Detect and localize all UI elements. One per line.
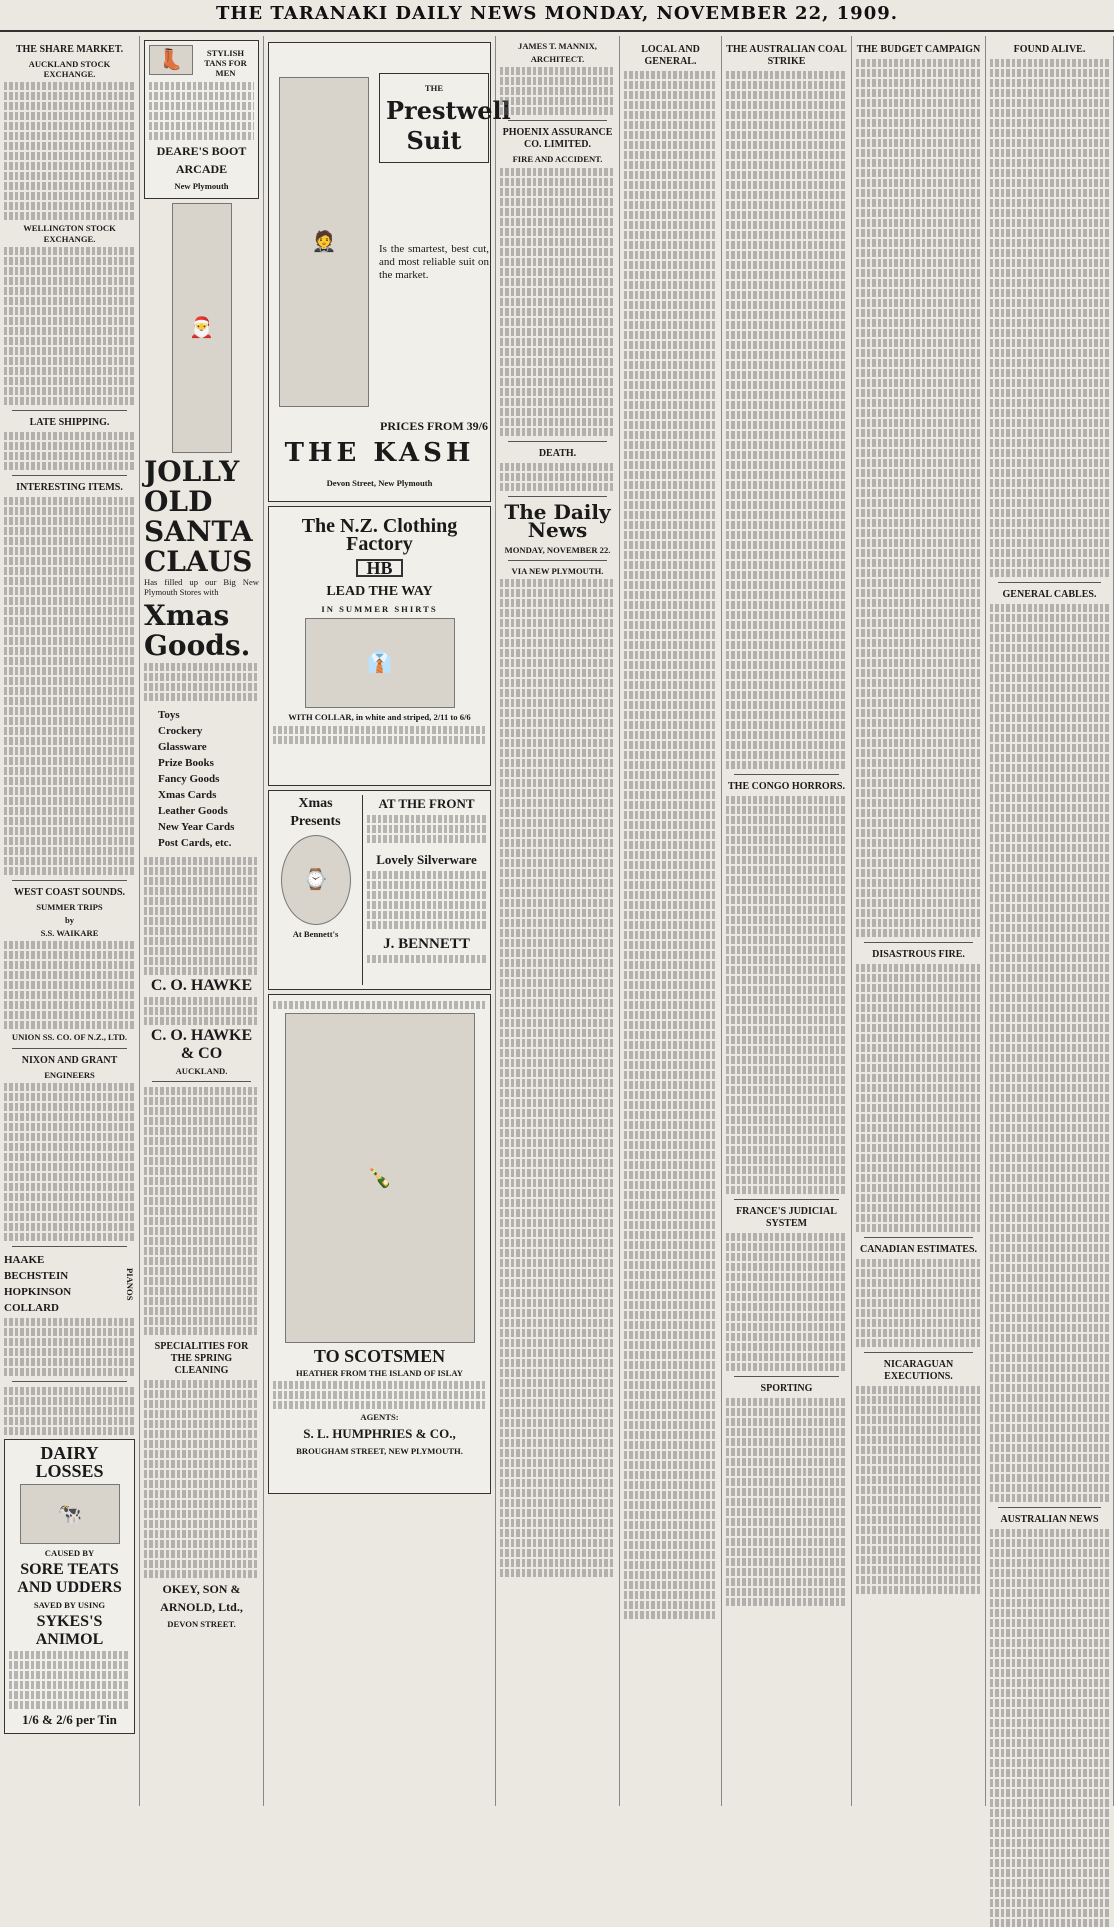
column-4 <box>496 36 620 1806</box>
shirt-illustration-icon: 👔 <box>305 618 455 708</box>
xmas-goods-text <box>144 663 259 701</box>
cow-illustration-icon: 🐄 <box>20 1484 120 1544</box>
sporting-heading: SPORTING <box>760 1383 813 1394</box>
prestwell-the: THE <box>424 83 444 93</box>
okey-name: OKEY, SON & ARNOLD, Ltd., <box>160 1582 243 1615</box>
whisky-bottles-illustration-icon: 🍾 <box>285 1013 475 1343</box>
xmas-goods-heading: Xmas Goods. <box>144 599 251 663</box>
column-3 <box>264 36 511 1806</box>
death-text <box>500 463 615 491</box>
divider <box>734 774 839 775</box>
divider <box>734 1376 839 1377</box>
sykes-animol-name: SYKES'S ANIMOL <box>35 1613 104 1649</box>
column-7 <box>852 36 986 1806</box>
disastrous-fire-text <box>856 964 981 1232</box>
deare-name: DEARE'S BOOT ARCADE <box>156 143 247 176</box>
budget-campaign-heading: THE BUDGET CAMPAIGN <box>856 44 981 55</box>
local-general-heading: LOCAL AND GENERAL. <box>641 44 700 67</box>
whisky-header-text <box>273 1001 486 1009</box>
specialities-heading: SPECIALITIES FOR THE SPRING CLEANING <box>154 1341 249 1377</box>
divider <box>152 1081 251 1082</box>
divider <box>734 1199 839 1200</box>
divider <box>864 942 973 943</box>
goods-item: Toys <box>158 709 180 722</box>
interesting-items-text <box>4 497 135 875</box>
canadian-estimates-text <box>856 1259 981 1347</box>
piano-brand: HAAKE <box>4 1253 45 1266</box>
west-coast-sounds-heading: WEST COAST SOUNDS. <box>13 886 126 898</box>
summer-trips-label: SUMMER TRIPS <box>36 901 103 912</box>
divider <box>998 582 1101 583</box>
australian-news-heading: AUSTRALIAN NEWS <box>1000 1514 1099 1525</box>
via-heading: VIA NEW PLYMOUTH. <box>511 565 604 576</box>
silverware-heading: Lovely Silverware <box>376 852 477 867</box>
west-coast-text <box>4 941 135 1029</box>
divider <box>864 1352 973 1353</box>
nz-clothing-name: The N.Z. Clothing Factory <box>301 515 458 555</box>
whisky-ad <box>268 994 491 1494</box>
pocket-watch-illustration-icon: ⌚ <box>281 835 351 925</box>
auckland-exchange-heading: AUCKLAND STOCK EXCHANGE. <box>28 59 111 80</box>
general-cables-heading: GENERAL CABLES. <box>1002 589 1097 600</box>
hawke-company: C. O. HAWKE & CO <box>150 1027 253 1063</box>
humphries-address: BROUGHAM STREET, NEW PLYMOUTH. <box>296 1446 463 1457</box>
column-1 <box>0 36 140 1806</box>
hb-logo: HB <box>356 559 402 577</box>
pianos-label: PIANOS <box>125 1267 135 1301</box>
column-8 <box>986 36 1114 1806</box>
specialities-list <box>144 1380 259 1578</box>
mannix-text <box>500 67 615 115</box>
heather-text: HEATHER FROM THE ISLAND OF ISLAY <box>296 1368 463 1378</box>
sykes-price: 1/6 & 2/6 per Tin <box>22 1712 117 1728</box>
dairy-losses-heading: DAIRY LOSSES <box>35 1442 104 1481</box>
local-general-text <box>624 71 717 1619</box>
pianos-text <box>4 1318 135 1376</box>
divider <box>998 1507 1101 1508</box>
bennett-ad <box>268 790 491 990</box>
deare-location: New Plymouth <box>174 180 229 191</box>
goods-item: Prize Books <box>158 757 214 770</box>
scotsmen-heading: TO SCOTSMEN <box>313 1346 446 1366</box>
masthead <box>0 0 1114 34</box>
humphries-name: S. L. HUMPHRIES & CO., <box>303 1426 456 1442</box>
sykes-animol-ad <box>4 1439 135 1734</box>
santa-heading: JOLLY OLD SANTA CLAUS <box>144 454 253 578</box>
column-5 <box>620 36 722 1806</box>
hawke-city: AUCKLAND. <box>175 1066 228 1077</box>
france-heading: FRANCE'S JUDICIAL SYSTEM <box>736 1206 837 1229</box>
piano-brand: BECHSTEIN <box>4 1269 69 1282</box>
lead-the-way: LEAD THE WAY <box>326 584 433 600</box>
divider <box>508 441 607 442</box>
masthead-rule <box>0 30 1114 32</box>
goods-item: Glassware <box>158 741 207 754</box>
nz-clothing-text <box>273 726 486 744</box>
boot-icon: 👢 <box>149 45 193 75</box>
paper-nameplate: The Daily News <box>504 499 611 542</box>
okey-address: DEVON STREET. <box>167 1619 236 1630</box>
prestwell-ad <box>268 42 511 502</box>
goods-list <box>158 707 259 851</box>
prestwell-label-box <box>379 73 511 163</box>
congo-text <box>726 796 847 1194</box>
interesting-items-heading: INTERESTING ITEMS. <box>16 481 123 493</box>
sporting-text <box>726 1398 847 1606</box>
at-front-heading: AT THE FRONT <box>378 796 475 811</box>
divider <box>508 560 607 561</box>
canadian-estimates-heading: CANADIAN ESTIMATES. <box>859 1244 978 1255</box>
divider <box>12 410 127 411</box>
goods-item: New Year Cards <box>158 821 235 834</box>
nixon-grant-text <box>4 1083 135 1241</box>
caused-by-label: CAUSED BY <box>44 1547 95 1558</box>
specialities-text <box>144 1087 259 1335</box>
tans-ad <box>144 40 259 199</box>
piano-brand: COLLARD <box>4 1301 60 1314</box>
agents-label: AGENTS: <box>360 1412 399 1423</box>
death-heading: DEATH. <box>538 447 577 459</box>
at-bennetts-label: At Bennett's <box>292 929 339 939</box>
santa-text: Has filled up our Big New Plymouth Stores with <box>144 576 259 598</box>
editorial-text <box>500 579 615 1577</box>
general-cables-text <box>990 604 1109 1502</box>
nz-clothing-ad <box>268 506 491 786</box>
phoenix-text <box>500 168 615 436</box>
by-label: by <box>64 915 75 926</box>
auckland-exchange-text <box>4 82 135 220</box>
france-text <box>726 1233 847 1371</box>
goods-item: Post Cards, etc. <box>158 837 232 850</box>
silverware-text <box>367 871 486 929</box>
kash-location: Devon Street, New Plymouth <box>326 478 433 488</box>
sykes-text <box>9 1651 130 1709</box>
piano-brand: HOPKINSON <box>4 1285 72 1298</box>
sore-teats-heading: SORE TEATS AND UDDERS <box>17 1561 122 1597</box>
divider <box>508 496 607 497</box>
whisky-text <box>273 1381 486 1409</box>
mannix-title: ARCHITECT. <box>530 54 585 65</box>
found-alive-text <box>990 59 1109 577</box>
divider <box>508 120 607 121</box>
masthead-title: THE TARANAKI DAILY NEWS MONDAY, NOVEMBER 22, 1909. <box>215 3 899 24</box>
prestwell-text: Is the smartest, best cut, and most reliable suit on the market. <box>379 243 489 281</box>
australian-news-text <box>990 1529 1109 1927</box>
santa-illustration-icon: 🎅 <box>172 203 232 453</box>
hawke-address <box>144 997 259 1025</box>
paper-date: MONDAY, NOVEMBER 22. <box>504 544 611 555</box>
nixon-grant-heading: NIXON AND GRANT <box>21 1054 118 1066</box>
saved-by-label: SAVED BY USING <box>33 1600 106 1611</box>
kash-name: THE KASH <box>284 438 475 468</box>
tans-heading: STYLISH TANS FOR MEN <box>204 48 247 79</box>
nicaraguan-text <box>856 1386 981 1594</box>
divider <box>12 1246 127 1247</box>
bennett-address <box>367 955 486 963</box>
bennett-name: J. BENNETT <box>383 936 470 952</box>
goods-item: Xmas Cards <box>158 789 217 802</box>
late-shipping-text <box>4 432 135 470</box>
divider <box>864 1237 973 1238</box>
found-alive-heading: FOUND ALIVE. <box>1013 44 1086 55</box>
phoenix-heading: PHOENIX ASSURANCE CO. LIMITED. <box>502 127 613 151</box>
union-company: UNION SS. CO. OF N.Z., LTD. <box>11 1032 128 1043</box>
divider <box>12 475 127 476</box>
prestwell-name: Prestwell Suit <box>386 96 511 156</box>
congo-heading: THE CONGO HORRORS. <box>728 781 845 792</box>
hawke-name: C. O. HAWKE <box>150 977 253 995</box>
divider <box>12 1048 127 1049</box>
late-shipping-heading: LATE SHIPPING. <box>29 416 110 428</box>
goods-item: Fancy Goods <box>158 773 220 786</box>
divider <box>12 1381 127 1382</box>
budget-campaign-text <box>856 59 981 937</box>
goods-item: Crockery <box>158 725 203 738</box>
ship-name: S.S. WAIKARE <box>40 928 99 939</box>
tans-text <box>149 82 254 140</box>
summer-shirts: IN SUMMER SHIRTS <box>321 604 438 615</box>
classified-text <box>4 1387 135 1435</box>
collar-text: WITH COLLAR, in white and striped, 2/11 to 6/6 <box>288 712 471 723</box>
at-front-text <box>367 815 486 843</box>
column-2 <box>140 36 264 1806</box>
fire-accident-label: FIRE AND ACCIDENT. <box>512 154 603 165</box>
coal-strike-text <box>726 71 847 769</box>
hawke-text <box>144 857 259 975</box>
mannix-name: JAMES T. MANNIX, <box>518 41 597 51</box>
pianos-ad <box>4 1252 135 1316</box>
man-in-suit-illustration-icon: 🤵 <box>279 77 369 407</box>
disastrous-fire-heading: DISASTROUS FIRE. <box>872 949 965 960</box>
column-6 <box>722 36 852 1806</box>
wellington-exchange-heading: WELLINGTON STOCK EXCHANGE. <box>23 223 116 244</box>
engineers-label: ENGINEERS <box>44 1069 95 1080</box>
wellington-exchange-text <box>4 247 135 405</box>
goods-item: Leather Goods <box>158 805 228 818</box>
xmas-presents-heading: Xmas Presents <box>290 796 341 829</box>
divider <box>12 880 127 881</box>
prestwell-prices: PRICES FROM 39/6 <box>380 419 488 433</box>
coal-strike-heading: THE AUSTRALIAN COAL STRIKE <box>726 44 847 67</box>
nicaraguan-heading: NICARAGUAN EXECUTIONS. <box>883 1359 954 1382</box>
share-market-heading: THE SHARE MARKET. <box>15 44 124 55</box>
